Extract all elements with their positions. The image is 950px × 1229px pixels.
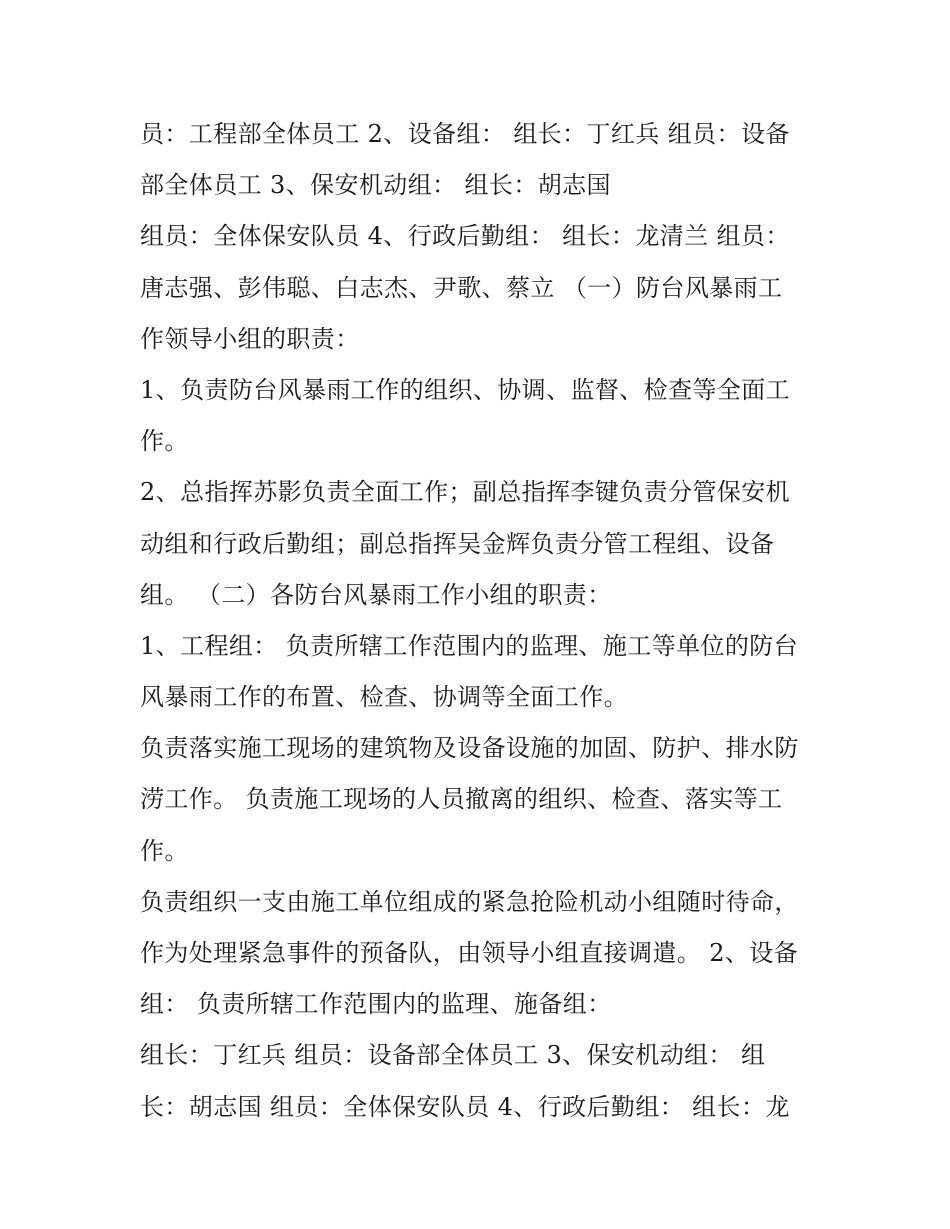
- text-line: 唐志强、彭伟聪、白志杰、尹歌、蔡立 （一）防台风暴雨工: [140, 273, 783, 302]
- text-line: 组长：丁红兵 组员：设备部全体员工 3、保安机动组： 组: [140, 1041, 766, 1070]
- text-line: 长：胡志国 组员：全体保安队员 4、行政后勤组： 组长：龙: [140, 1092, 790, 1121]
- text-line: 风暴雨工作的布置、检查、协调等全面工作。: [140, 683, 628, 712]
- text-line: 组员：全体保安队员 4、行政后勤组： 组长：龙清兰 组员：: [140, 222, 790, 251]
- text-line: 作领导小组的职责：: [140, 324, 360, 353]
- text-line: 部全体员工 3、保安机动组： 组长：胡志国: [140, 171, 611, 200]
- body-text: [140, 109, 820, 1133]
- text-line: 负责组织一支由施工单位组成的紧急抢险机动小组随时待命，: [140, 887, 799, 916]
- text-line: 1、负责防台风暴雨工作的组织、协调、监督、检查等全面工: [140, 375, 791, 404]
- text-line: 作。: [140, 427, 189, 456]
- text-line: 组： 负责所辖工作范围内的监理、施备组：: [140, 990, 612, 1019]
- text-line: 组。 （二）各防台风暴雨工作小组的职责：: [140, 580, 612, 609]
- text-line: 员：工程部全体员工 2、设备组： 组长：丁红兵 组员：设备: [140, 120, 790, 148]
- text-line: 作为处理紧急事件的预备队，由领导小组直接调遣。 2、设备: [140, 939, 799, 967]
- text-line: 动组和行政后勤组；副总指挥吴金辉负责分管工程组、设备: [140, 529, 775, 558]
- text-line: 作。: [140, 836, 189, 865]
- text-line: 1、工程组： 负责所辖工作范围内的监理、施工等单位的防台: [140, 631, 799, 660]
- text-line: 涝工作。 负责施工现场的人员撤离的组织、检查、落实等工: [140, 785, 783, 814]
- text-line: 负责落实施工现场的建筑物及设备设施的加固、防护、排水防: [140, 734, 799, 763]
- text-line: 2、总指挥苏影负责全面工作；副总指挥李键负责分管保安机: [140, 478, 791, 507]
